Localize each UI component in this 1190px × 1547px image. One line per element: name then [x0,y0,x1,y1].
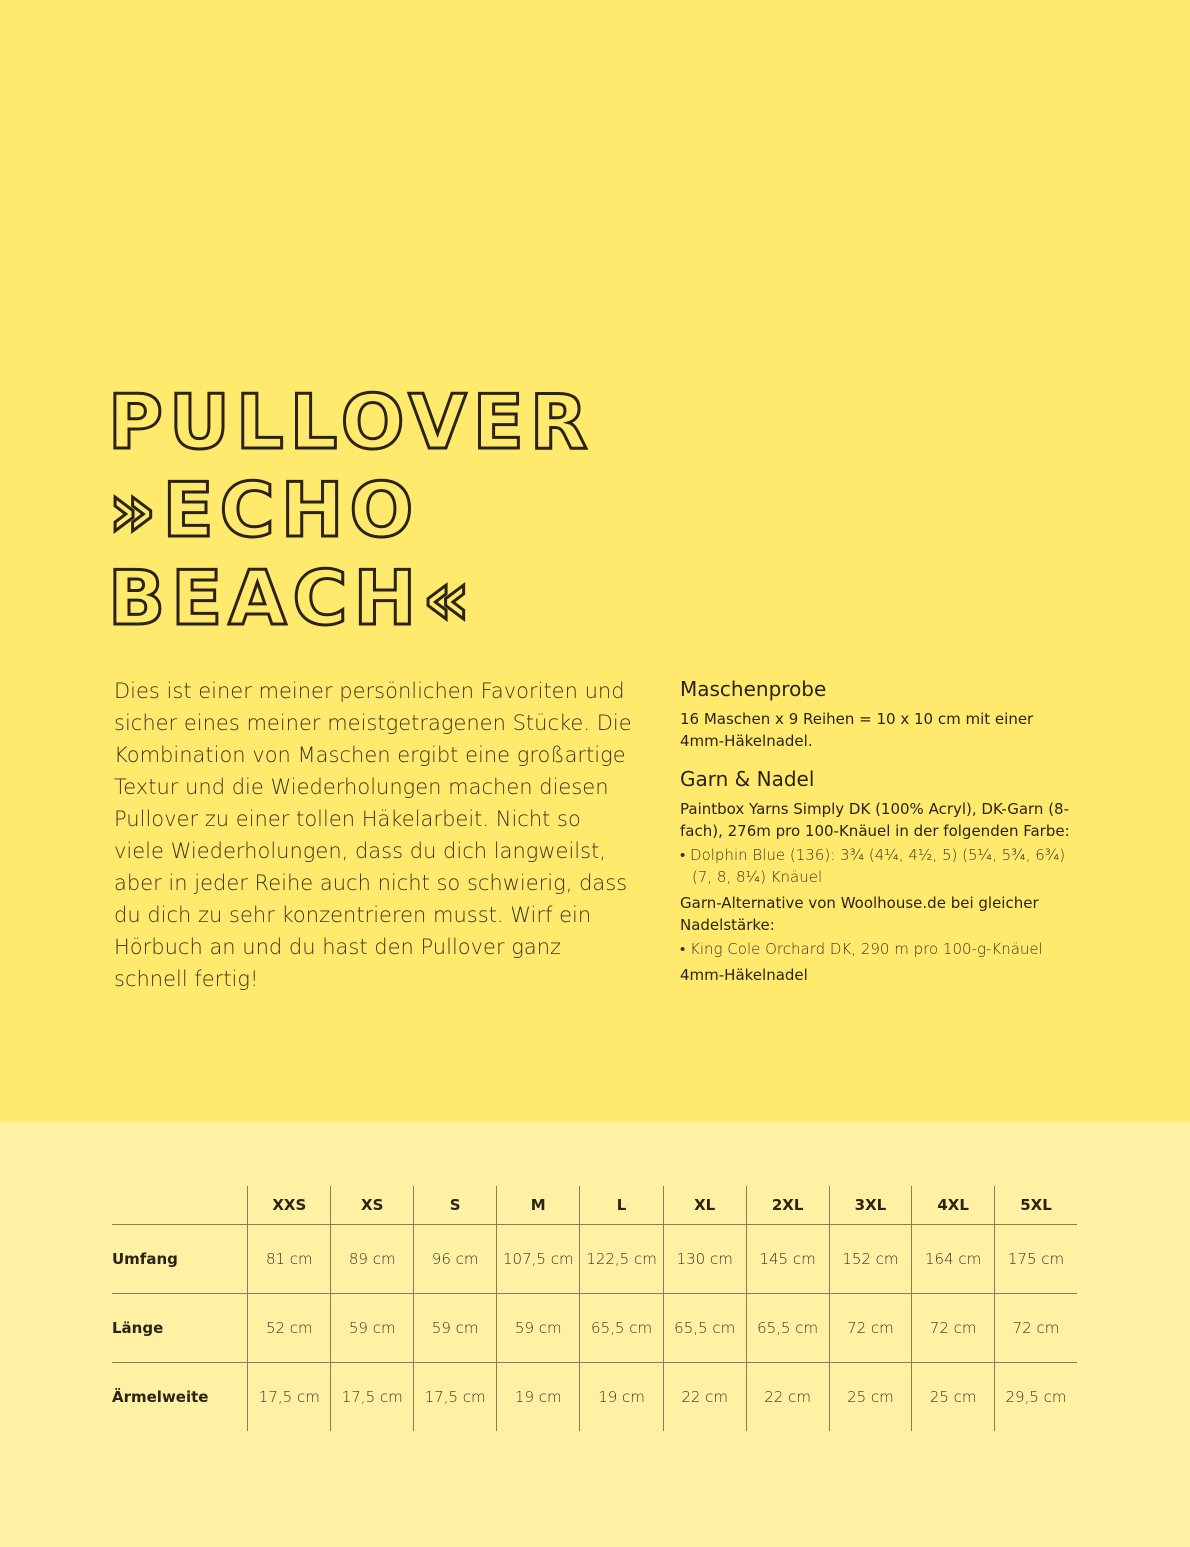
yarn-text: Paintbox Yarns Simply DK (100% Acryl), DK-Garn (8-fach), 276m pro 100-Knäuel in der folgenden Farbe: [680,800,1070,840]
table-cell: 59 cm [414,1294,497,1363]
title-line-2: »ECHO [108,466,420,554]
table-cell: 17,5 cm [248,1363,331,1432]
row-label: Ärmelweite [112,1388,209,1406]
table-cell: 164 cm [912,1225,995,1294]
table-cell: 81 cm [248,1225,331,1294]
table-cell: 175 cm [995,1225,1078,1294]
table-cell: 65,5 cm [580,1294,663,1363]
table-cell: 59 cm [331,1294,414,1363]
table-cell: 130 cm [663,1225,746,1294]
table-cell: 25 cm [912,1363,995,1432]
page-title [108,378,594,642]
size-header: 2XL [746,1186,829,1225]
table-cell: 52 cm [248,1294,331,1363]
row-label: Länge [112,1294,248,1363]
table-cell: 145 cm [746,1225,829,1294]
size-header: S [414,1186,497,1225]
yarn-alternative: Garn-Alternative von Woolhouse.de bei gleicher Nadelstärke: [680,894,1039,934]
table-cell: 17,5 cm [414,1363,497,1432]
table-cell: 107,5 cm [497,1225,580,1294]
gauge-heading: Maschenprobe [680,677,827,701]
title-line-1: PULLOVER [108,378,594,466]
table-cell: 19 cm [497,1363,580,1432]
table-cell: 72 cm [995,1294,1078,1363]
table-cell: 22 cm [663,1363,746,1432]
table-cell: 122,5 cm [580,1225,663,1294]
table-cell: 29,5 cm [995,1363,1078,1432]
table-cell: 59 cm [497,1294,580,1363]
row-label: Umfang [112,1225,248,1294]
size-header: M [497,1186,580,1225]
table-row [112,1363,1077,1432]
yarn-heading: Garn & Nadel [680,767,815,791]
size-header: XXS [248,1186,331,1225]
table-cell: 19 cm [580,1363,663,1432]
table-cell: 152 cm [829,1225,912,1294]
table-row [112,1294,1077,1363]
table-cell: 25 cm [829,1363,912,1432]
table-cell: 22 cm [746,1363,829,1432]
table-cell: 17,5 cm [331,1363,414,1432]
size-header: XL [663,1186,746,1225]
size-header: L [580,1186,663,1225]
size-header-row [112,1186,1077,1225]
size-header: 5XL [995,1186,1078,1225]
title-line-3: BEACH« [108,554,477,642]
intro-paragraph: Dies ist einer meiner persönlichen Favoriten und sicher eines meiner meistgetragenen Stücke. Die Kombination von Maschen ergibt eine großartige Textur und die Wiederholungen machen diesen Pullover zu einer tollen Häkelarbeit. Nicht so viele Wiederholungen, dass du dich langweilst, aber in jeder Reihe auch nicht so schwierig, dass du dich zu sehr konzentrieren musst. Wirf ein Hörbuch an und du hast den Pullover ganz schnell fertig! [114,679,632,991]
table-cell: 89 cm [331,1225,414,1294]
size-header: 4XL [912,1186,995,1225]
size-header: 3XL [829,1186,912,1225]
yarn-alternative-bullet: • King Cole Orchard DK, 290 m pro 100-g-Knäuel [680,940,1043,958]
table-cell: 72 cm [912,1294,995,1363]
table-cell: 96 cm [414,1225,497,1294]
size-header-empty [112,1186,248,1225]
table-cell: 72 cm [829,1294,912,1363]
yarn-color-bullet: • Dolphin Blue (136): 3¾ (4¼, 4½, 5) (5¼, 5¾, 6¾) (7, 8, 8¼) Knäuel [680,846,1066,886]
size-header: XS [331,1186,414,1225]
table-cell: 65,5 cm [663,1294,746,1363]
table-row [112,1225,1077,1294]
needle-text: 4mm-Häkelnadel [680,966,808,984]
specs-panel [680,676,1070,986]
size-table [112,1186,1077,1431]
gauge-text: 16 Maschen x 9 Reihen = 10 x 10 cm mit einer 4mm-Häkelnadel. [680,710,1034,750]
table-cell: 65,5 cm [746,1294,829,1363]
